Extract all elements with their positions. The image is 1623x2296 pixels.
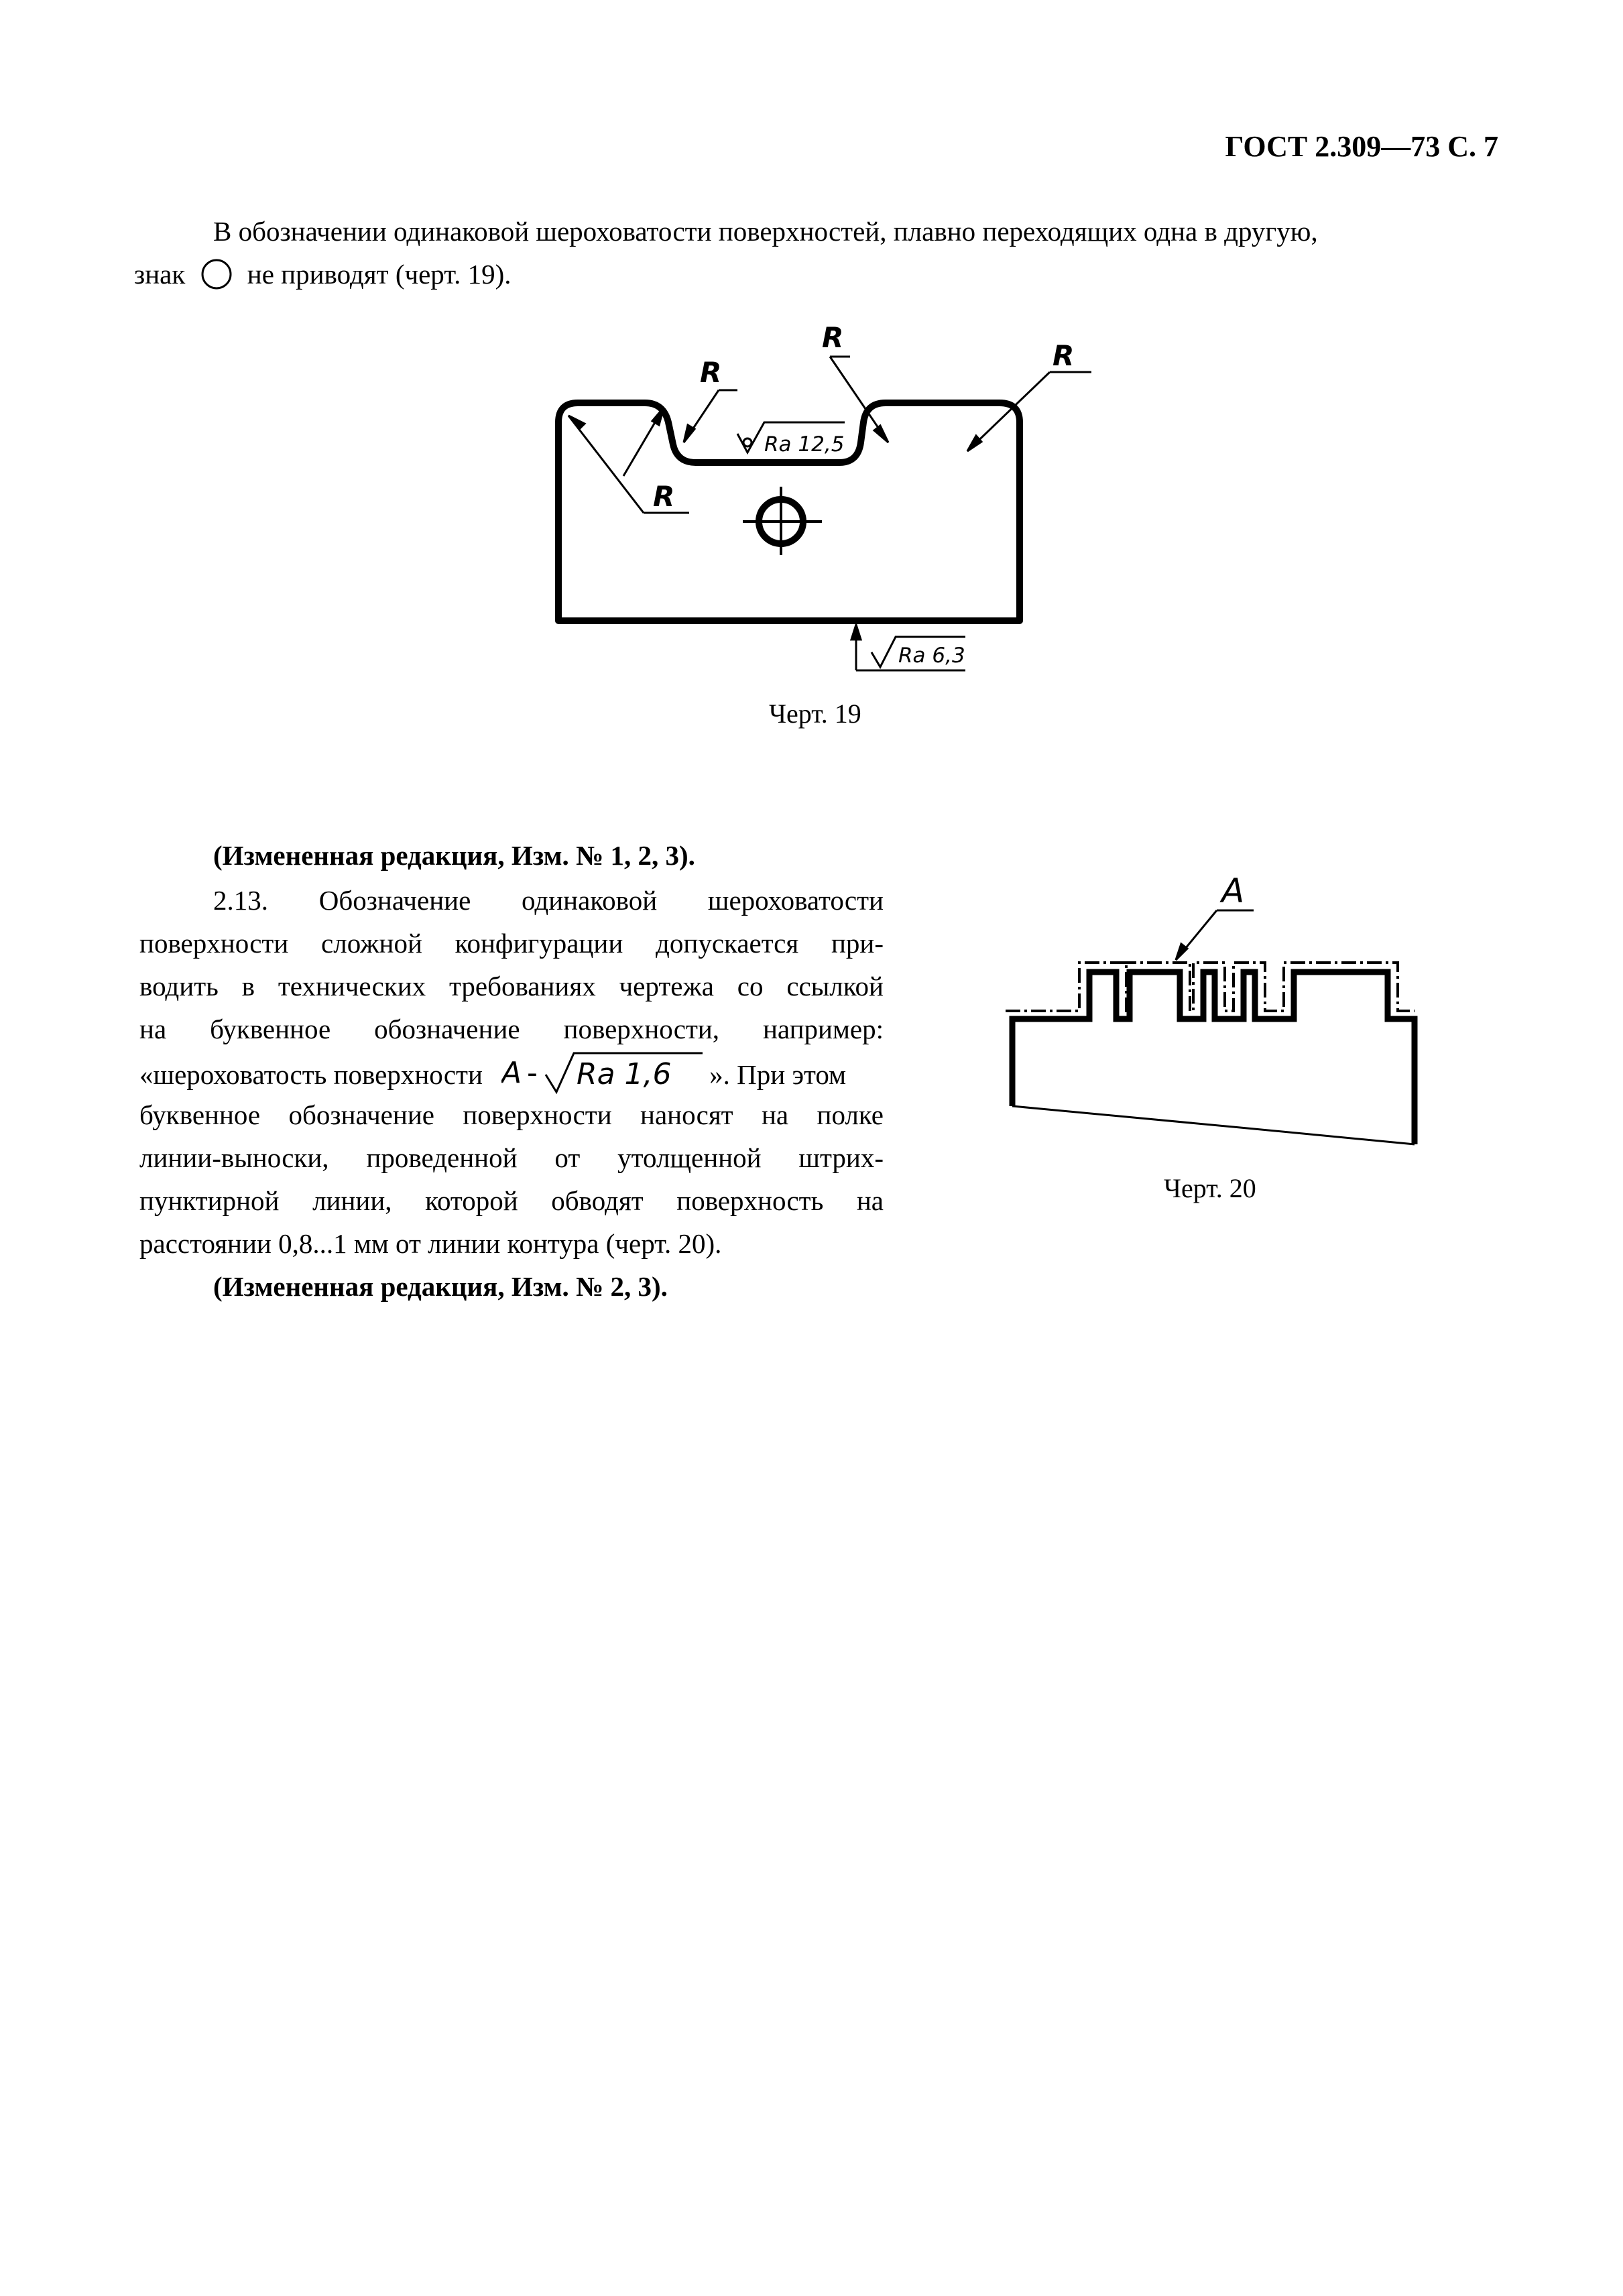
section-line-8: пунктирной линии, которой обводят поверхность на xyxy=(139,1185,884,1216)
break-line xyxy=(1012,1106,1415,1144)
intro-line-1: В обозначении одинаковой шероховатости поверхностей, плавно переходящих одна в другую, xyxy=(213,216,1318,247)
roughness-top-value: Ra 12,5 xyxy=(764,432,845,457)
hole-symbol xyxy=(743,487,822,555)
circle-sign-icon xyxy=(198,257,235,292)
toothed-contour xyxy=(1012,972,1415,1144)
section-line-2: поверхности сложной конфигурации допускается при- xyxy=(139,928,884,959)
section-line-5 xyxy=(139,1049,884,1096)
label-a: A xyxy=(1221,871,1245,910)
leader-a xyxy=(1176,910,1254,960)
change-note-2: (Измененная редакция, Изм. № 2, 3). xyxy=(213,1271,668,1302)
section-line-5-tail: ». При этом xyxy=(709,1059,847,1090)
figure-20-drawing xyxy=(999,865,1428,1160)
leader-r-top-mid xyxy=(830,357,888,442)
intro-after-sign: не приводят (черт. 19). xyxy=(247,259,512,290)
section-line-4: на буквенное обозначение поверхности, например: xyxy=(139,1014,884,1044)
figure-20-caption: Черт. 20 xyxy=(1164,1173,1256,1203)
leader-r-top-right xyxy=(967,372,1091,451)
inline-symbol-dash: - xyxy=(527,1056,538,1090)
label-r-top-mid: R xyxy=(822,321,844,354)
section-line-3: водить в технических требованиях чертежа со ссылкой xyxy=(139,971,884,1002)
inline-symbol-letter: A xyxy=(501,1056,522,1090)
figure-19-caption: Черт. 19 xyxy=(769,699,861,729)
section-line-9: расстоянии 0,8...1 мм от линии контура (черт. 20). xyxy=(139,1228,722,1259)
label-r-lower: R xyxy=(653,480,675,513)
section-line-5-text: «шероховатость поверхности xyxy=(139,1059,483,1090)
section-line-7: линии-выноски, проведенной от утолщенной штрих- xyxy=(139,1142,884,1173)
change-note-1: (Измененная редакция, Изм. № 1, 2, 3). xyxy=(213,840,695,871)
roughness-bottom-value: Ra 6,3 xyxy=(898,644,965,668)
intro-line-2 xyxy=(134,253,512,296)
section-line-1: 2.13. Обозначение одинаковой шероховатости xyxy=(213,885,884,916)
figure-19-drawing xyxy=(523,308,1113,684)
inline-symbol-value: Ra 1,6 xyxy=(577,1057,672,1091)
label-r-top-left: R xyxy=(700,356,722,389)
roughness-inline-symbol xyxy=(501,1049,709,1096)
label-r-top-right: R xyxy=(1053,339,1075,372)
intro-before-sign: знак xyxy=(134,259,186,290)
section-line-6: буквенное обозначение поверхности наносят на полке xyxy=(139,1099,884,1130)
page-header: ГОСТ 2.309—73 С. 7 xyxy=(1225,130,1498,163)
leader-r-top-left xyxy=(684,390,737,442)
